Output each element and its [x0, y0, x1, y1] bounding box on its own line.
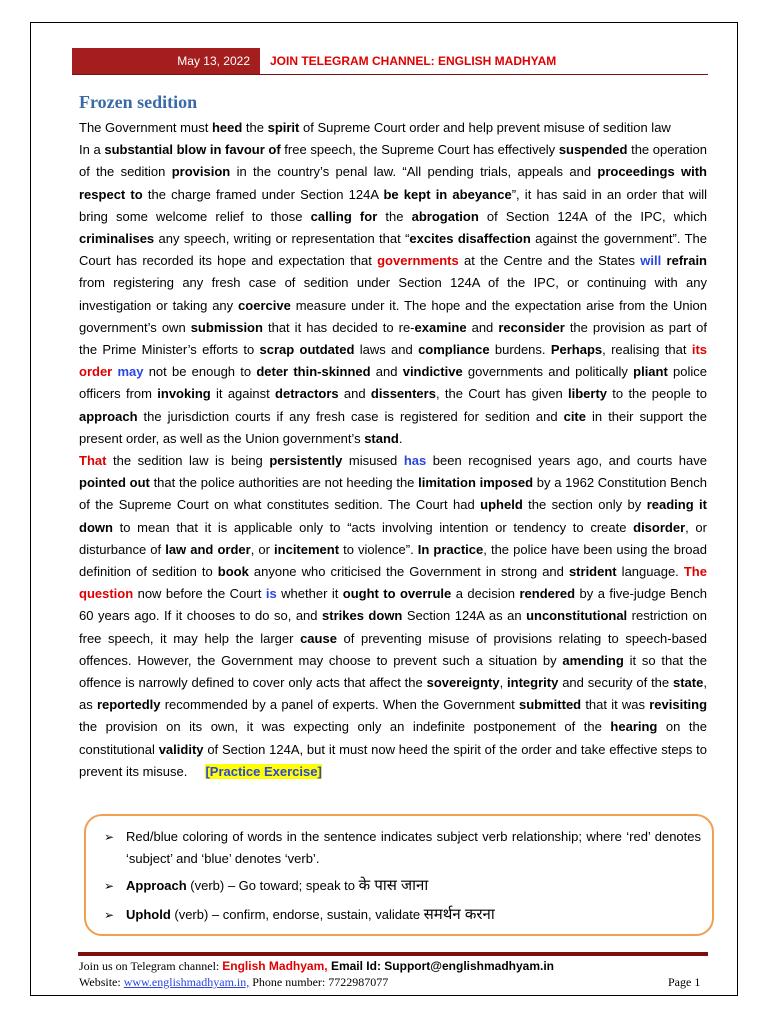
vocab-word: strident — [568, 564, 617, 580]
text-run: any speech, writing or representation that “ — [154, 231, 410, 247]
vocab-word: unconstitutional — [526, 608, 628, 624]
text-run: the sedition law is being — [106, 453, 270, 469]
text-run: the jurisdiction courts if any fresh case is registered for sedition and — [137, 408, 564, 424]
header-date: May 13, 2022 — [72, 48, 260, 74]
vocab-word: proceedings with respect to — [79, 164, 707, 202]
text-run: and — [338, 386, 371, 402]
text-run: , — [499, 675, 508, 691]
vocab-word: revisiting — [649, 697, 708, 713]
text-run: measure under it. The hope and the expectation arise from the Union government’s own — [79, 297, 707, 335]
text-run: from registering any fresh case of sedition under Section 124A of the IPC, or continuing with any investigation or taking any — [79, 275, 707, 313]
text-run: burdens. — [489, 342, 551, 358]
vocab-word: deter thin-skinned — [256, 364, 371, 380]
vocab-word: reconsider — [498, 319, 565, 335]
vocab-word: excites disaffection — [409, 231, 531, 247]
article-title: Frozen sedition — [79, 92, 198, 112]
vocab-word: examine — [414, 319, 467, 335]
note-hindi: समर्थन करना — [423, 906, 495, 923]
vocab-word: strikes down — [322, 608, 403, 624]
verb-word: has — [403, 453, 427, 469]
vocab-word: disorder — [633, 519, 686, 535]
text-run: now before the Court — [133, 586, 266, 602]
footer-line-2: Website: www.englishmadhyam.in, Phone number: 7722987077 — [79, 975, 389, 989]
text-run: that it was — [581, 697, 650, 713]
arrow-bullet-icon: ➢ — [104, 879, 115, 893]
verb-word: is — [265, 586, 277, 602]
vocab-word: ought to overrule — [342, 586, 452, 602]
text-run: by a five-judge Bench 60 years ago. If it chooses to do so, and — [79, 586, 707, 624]
text-run: to violence”. — [339, 541, 418, 557]
text-run: free speech, the Supreme Court has effectively — [280, 142, 559, 158]
vocab-word: refrain — [666, 253, 707, 269]
footer-line-1: Join us on Telegram channel: English Madhyam, Email Id: Support@englishmadhyam.in — [79, 959, 555, 973]
text-run: that the police authorities are not heeding the — [149, 475, 419, 491]
text-run: Section 124A as an — [402, 608, 527, 624]
vocab-word: validity — [158, 741, 204, 757]
text-run: that it has decided to re- — [262, 319, 415, 335]
vocab-word: rendered — [519, 586, 576, 602]
vocab-word: hearing — [610, 719, 658, 735]
text-run: to mean that it is applicable only to “acts involving intention or tendency to create — [112, 519, 634, 535]
text-run: the charge framed under Section 124A — [142, 186, 384, 202]
text-run: laws and — [354, 342, 419, 358]
subject-word: The question — [79, 564, 707, 602]
vocab-word: vindictive — [402, 364, 463, 380]
text-run: in the country’s penal law. “All pending trials, appeals and — [230, 164, 598, 180]
vocab-word: suspended — [558, 142, 628, 158]
text-run: not be enough to — [143, 364, 257, 380]
practice-exercise-link[interactable]: [Practice Exercise] — [205, 763, 322, 779]
vocab-word: detractors — [275, 386, 339, 402]
vocab-word: coercive — [238, 297, 291, 313]
vocab-word: compliance — [418, 342, 490, 358]
footer-phone: Phone number: 7722987077 — [249, 975, 389, 989]
article-body — [79, 117, 707, 783]
text-run: it so that the offence is narrowly defined to cover only acts that affect the — [79, 652, 707, 691]
article-subtitle — [79, 117, 707, 139]
text-run: and security of the — [558, 675, 673, 691]
text-run: to the people to — [607, 386, 707, 402]
text-run: it against — [210, 386, 276, 402]
text-run: at the Centre and the States — [458, 253, 641, 269]
subject-word: its order — [79, 342, 707, 380]
vocab-word: Perhaps — [550, 342, 603, 358]
vocab-word: stand — [364, 430, 399, 446]
vocab-word: be kept in abeyance — [383, 186, 512, 202]
footer-email[interactable]: Email Id: Support@englishmadhyam.in — [327, 959, 555, 973]
text-run: and — [370, 364, 403, 380]
vocab-word: cite — [563, 408, 586, 424]
text-run: recommended by a panel of experts. When the Government — [160, 697, 519, 713]
text-run: and — [466, 319, 499, 335]
vocab-word: liberty — [567, 386, 607, 402]
text-run: the provision as part of the Prime Minister’s efforts to — [79, 319, 707, 358]
note-term: Approach — [126, 878, 187, 893]
vocab-word: submitted — [519, 697, 582, 713]
vocab-word: abrogation — [411, 208, 479, 224]
vocab-word: pliant — [633, 364, 668, 380]
text-run: a decision — [451, 586, 520, 602]
vocab-word: calling for — [310, 208, 378, 224]
text-run: of Section 124A of the IPC, which — [478, 208, 707, 224]
vocab-word: persistently — [269, 453, 343, 469]
text-run: been recognised years ago, and courts have — [426, 453, 707, 469]
text-run: , the Court has given — [435, 386, 568, 402]
vocab-word: dissenters — [370, 386, 436, 402]
vocab-word: limitation imposed — [418, 475, 534, 491]
note-hindi: के पास जाना — [358, 877, 429, 894]
text-run: anyone who criticised the Government in strong and — [248, 564, 569, 580]
verb-word: may — [117, 364, 144, 380]
verb-word: will — [640, 253, 662, 269]
vocab-word: incitement — [274, 541, 340, 557]
article-paragraph-2 — [79, 450, 707, 783]
text-run: The Government must — [79, 120, 212, 135]
subject-word: governments — [377, 253, 459, 269]
text-run: the section only by — [522, 497, 647, 513]
vocab-word: spirit — [267, 120, 300, 135]
text-run: on the constitutional — [79, 719, 707, 757]
vocab-word: submission — [190, 319, 263, 335]
text-run: ”, it has said in an order that will bring some welcome relief to those — [79, 186, 707, 224]
vocab-word: upheld — [480, 497, 523, 513]
note-definition: (verb) – confirm, endorse, sustain, validate — [170, 907, 424, 922]
vocab-word: provision — [171, 164, 231, 180]
vocab-word: scrap outdated — [259, 342, 355, 358]
note-term: Uphold — [126, 907, 171, 922]
arrow-bullet-icon: ➢ — [104, 830, 115, 844]
footer-divider — [78, 952, 708, 956]
footer-website-link[interactable]: www.englishmadhyam.in, — [123, 975, 250, 989]
vocab-word: sovereignty — [426, 675, 500, 691]
text-run: the operation of the sedition — [79, 142, 708, 180]
text-run: against the government”. The Court has recorded its hope and expectation that — [79, 231, 707, 269]
vocab-word: approach — [79, 408, 138, 424]
vocab-word: amending — [562, 652, 624, 668]
vocab-word: criminalises — [79, 231, 155, 247]
header-bar — [72, 48, 708, 75]
vocab-word: book — [217, 564, 249, 580]
text-run: the provision on its own, it was expecting only an indefinite postponement of the — [79, 719, 611, 735]
header-telegram-link[interactable]: JOIN TELEGRAM CHANNEL: ENGLISH MADHYAM — [270, 54, 557, 68]
notes-box — [84, 814, 714, 936]
vocab-word: heed — [211, 120, 243, 135]
text-run: , or disturbance of — [79, 519, 707, 557]
text-run: . — [398, 430, 403, 446]
text-run: governments and politically — [462, 364, 634, 380]
text-run: restriction on free speech, it may help the larger — [79, 608, 707, 646]
vocab-word: integrity — [507, 675, 559, 691]
note-text: Red/blue coloring of words in the sentence indicates subject verb relationship; where ‘red’ denotes ‘subject’ and ‘blue’ denotes ‘verb’. — [126, 829, 701, 866]
vocab-word: pointed out — [79, 475, 150, 491]
text-run: of Supreme Court order and help prevent misuse of sedition law — [299, 120, 671, 135]
footer-channel-link[interactable]: English Madhyam, — [222, 959, 328, 973]
arrow-bullet-icon: ➢ — [104, 908, 115, 922]
text-run: In a — [79, 142, 105, 158]
text-run: , as — [79, 675, 707, 713]
paragraph-2-text — [79, 453, 707, 779]
text-run: , or — [250, 541, 275, 557]
text-run: of Section 124A, but it must now heed the spirit of the order and take effective steps to prevent its misuse. — [79, 741, 707, 779]
text-run: whether it — [276, 586, 343, 602]
vocab-word: cause — [300, 630, 337, 646]
article-paragraph-1 — [79, 139, 707, 450]
vocab-word: reportedly — [96, 697, 161, 713]
vocab-word: reading it down — [79, 497, 707, 535]
subject-word: That — [79, 453, 107, 469]
text-run: in their support the present order, as well as the Union government’s — [79, 408, 707, 446]
text-run: , the police have been using the broad definition of sedition to — [79, 541, 707, 580]
note-definition: (verb) – Go toward; speak to — [186, 878, 359, 893]
page-number: Page 1 — [668, 975, 701, 989]
text-run: misused — [342, 453, 404, 469]
text-run: police officers from — [79, 364, 707, 402]
text-run: the — [377, 208, 412, 224]
vocab-word: state — [673, 675, 704, 691]
vocab-word: substantial blow in favour of — [104, 142, 281, 158]
vocab-word: law and order — [165, 541, 251, 557]
vocab-word: invoking — [157, 386, 211, 402]
text-run: language. — [616, 564, 684, 580]
text-run: , realising that — [602, 342, 692, 358]
text-run: the — [242, 120, 268, 135]
text-run: of preventing misuse of provisions relating to speech-based offences. However, the Government may choose to prevent such a situation by — [79, 630, 707, 668]
text-run: by a 1962 Constitution Bench of the Supreme Court on what constitutes sedition. The Court had — [79, 475, 707, 513]
vocab-word: In practice — [417, 541, 484, 557]
